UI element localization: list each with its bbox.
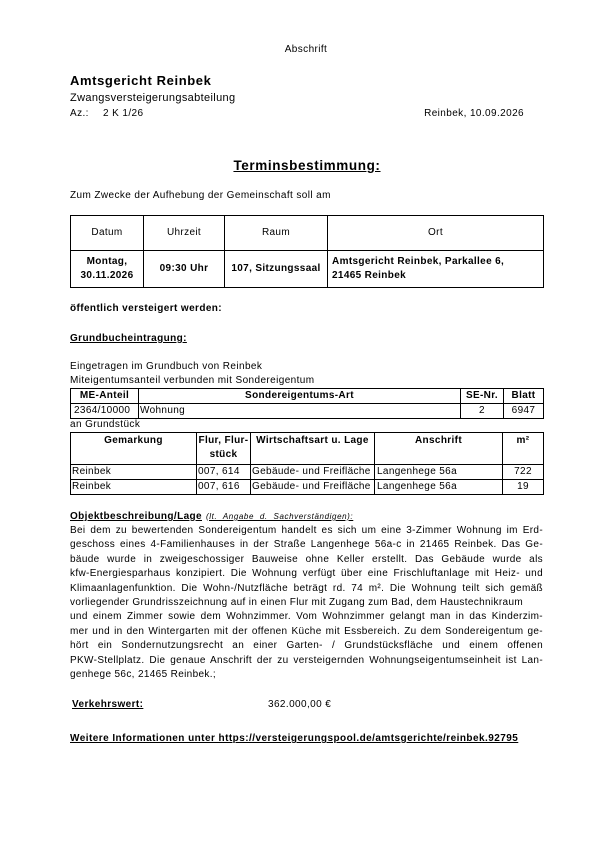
ownership-table: [70, 388, 544, 419]
copy-label: Abschrift: [284, 44, 328, 55]
header-property-type: Sondereigentums-Art: [139, 389, 461, 404]
property-type-cell: Wohnung: [139, 404, 461, 419]
address-cell: Langenhege 56a: [375, 480, 503, 495]
share-note: Miteigentumsanteil verbunden mit Sondereigentum: [70, 375, 315, 386]
description-heading-row: [70, 510, 353, 524]
land-use-cell: Gebäude- und Freifläche: [251, 465, 375, 480]
file-number-label: Az.:: [70, 108, 89, 119]
description-line: hört ein Sondernutzungsrecht an einer Garten- / Grundstücksfläche und einem offenen: [70, 640, 543, 652]
header-area: [503, 433, 544, 465]
share-cell: 2364/10000: [71, 404, 139, 419]
plot-label: an Grundstück: [70, 419, 141, 430]
table-row: [71, 404, 544, 419]
table-row: [71, 480, 544, 495]
description-line: und einem Zimmer sowie dem Wohnzimmer. Vom Wohnzimmer gelangt man in das Kinderzim-: [70, 611, 543, 623]
header-sheet: Blatt: [504, 389, 544, 404]
plot-header-row: [71, 433, 544, 465]
description-line: vorliegender Grundrisszeichnung auf in einen Flur mit Zugang zum Bad, dem Haustechnikraum: [70, 596, 524, 608]
parcel-cell: 007, 616: [197, 480, 251, 495]
land-register-heading: Grundbucheintragung:: [70, 333, 187, 344]
intro-text: Zum Zwecke der Aufhebung der Gemeinschaft soll am: [70, 190, 331, 201]
area-cell: 19: [503, 480, 544, 495]
place-date: Reinbek, 10.09.2026: [424, 108, 524, 119]
date-weekday: Montag,: [86, 256, 128, 267]
header-address-label: Anschrift: [414, 435, 463, 446]
description-line: Bei dem zu bewertenden Sondereigentum handelt es sich um eine 3-Zimmer Wohnung im Erd-: [70, 525, 543, 536]
description-heading: Objektbeschreibung/Lage: [70, 511, 203, 522]
header-share: ME-Anteil: [71, 389, 139, 404]
land-register-text: Eingetragen im Grundbuch von Reinbek: [70, 361, 263, 372]
market-value-label: Verkehrswert:: [72, 699, 144, 710]
date-value: 30.11.2026: [80, 270, 134, 281]
more-info-link-text: Weitere Informationen unter https://versteigerungspool.de/amtsgerichte/reinbek.92795: [70, 733, 519, 744]
location-cell: [328, 251, 544, 288]
header-area-label: m²: [516, 435, 530, 446]
header-room: Raum: [225, 216, 328, 251]
header-address: [375, 433, 503, 465]
parcel-cell: 007, 614: [197, 465, 251, 480]
header-parcel: [197, 433, 251, 465]
header-location: Ort: [328, 216, 544, 251]
header-date: Datum: [71, 216, 144, 251]
file-number: 2 K 1/26: [103, 108, 144, 119]
district-cell: Reinbek: [71, 465, 197, 480]
sheet-cell: 6947: [504, 404, 544, 419]
department-name: Zwangsversteigerungsabteilung: [70, 92, 236, 104]
header-land-use: [251, 433, 375, 465]
header-time: Uhrzeit: [144, 216, 225, 251]
description-line: geschoss eines 4-Familienhauses in der Straße Langenhege 56a-c in 21465 Reinbek. Das Ge-: [70, 539, 543, 551]
unit-number-cell: 2: [461, 404, 504, 419]
address-cell: Langenhege 56a: [375, 465, 503, 480]
appointment-table: [70, 215, 544, 288]
description-line: Klimaanlagenfunktion. Die Wohn-/Nutzfläche beträgt rd. 74 m². Die Wohnung teilt sich gemäß: [70, 582, 543, 594]
description-line: kfw-Energiesparhaus konzipiert. Die Wohnung verfügt über eine Frischluftanlage mit Heiz- und: [70, 568, 543, 580]
description-line: PKW-Stellplatz. Die genaue Anschrift der zu versteigernden Wohnungseigentumseinheit ist Lan-: [70, 654, 543, 666]
location-line: 21465 Reinbek: [332, 270, 407, 281]
land-use-cell: Gebäude- und Freifläche: [251, 480, 375, 495]
description-line: mer und in den Wintergarten mit der offenen Küche mit Essbereich. Zu dem Sondereigentum ge-: [70, 625, 543, 637]
description-source-note: (lt. Angabe d. Sachverständigen):: [206, 512, 354, 521]
area-cell: 722: [503, 465, 544, 480]
ownership-header-row: [71, 389, 544, 404]
header-parcel-line: Flur, Flur-: [198, 435, 249, 446]
time-cell: 09:30 Uhr: [144, 251, 225, 288]
description-line: bäude wurde in zweigeschossiger Bauweise ohne Keller erstellt. Das Gebäude wurde als: [70, 553, 543, 565]
header-parcel-line: stück: [209, 449, 238, 460]
district-cell: Reinbek: [71, 480, 197, 495]
appointment-header-row: [71, 216, 544, 251]
header-land-use-label: Wirtschaftsart u. Lage: [256, 435, 369, 446]
header-district-label: Gemarkung: [104, 435, 163, 446]
description-line: genhege 56c, 21465 Reinbek.;: [70, 668, 217, 680]
date-cell: [71, 251, 144, 288]
document-title: Terminsbestimmung:: [233, 158, 381, 173]
court-name: Amtsgericht Reinbek: [70, 73, 212, 88]
location-line: Amtsgericht Reinbek, Parkallee 6,: [332, 256, 505, 267]
description-paragraph: [70, 524, 543, 682]
table-row: [71, 465, 544, 480]
plot-table: [70, 432, 544, 495]
market-value-amount: 362.000,00 €: [268, 699, 332, 710]
header-unit-number: SE-Nr.: [461, 389, 504, 404]
header-district: [71, 433, 197, 465]
auction-statement: öffentlich versteigert werden:: [70, 303, 223, 314]
appointment-row: [71, 251, 544, 288]
room-cell: 107, Sitzungssaal: [225, 251, 328, 288]
